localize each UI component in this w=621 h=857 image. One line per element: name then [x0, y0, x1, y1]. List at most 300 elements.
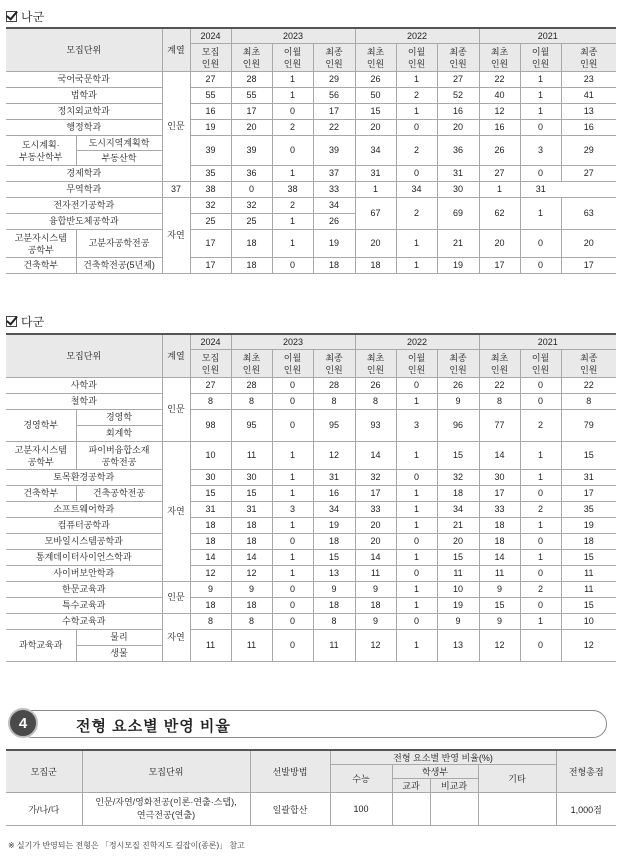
value-cell: 36 [437, 136, 479, 166]
value-cell: 31 [313, 470, 355, 486]
value-cell: 27 [479, 166, 520, 182]
cell-method: 일괄합산 [250, 793, 330, 826]
unit-cell: 소프트웨어학과 [6, 502, 162, 518]
section4-banner [6, 706, 611, 738]
value-cell: 31 [437, 166, 479, 182]
value-cell: 2 [272, 120, 313, 136]
value-cell: 95 [313, 410, 355, 442]
field-cell: 인문 [162, 378, 190, 442]
unit-cell: 경제학과 [6, 166, 162, 182]
value-cell: 18 [190, 598, 231, 614]
value-cell: 0 [520, 598, 561, 614]
value-cell: 67 [355, 198, 396, 230]
value-cell: 15 [355, 104, 396, 120]
table-row [6, 378, 616, 394]
value-cell: 0 [272, 598, 313, 614]
value-cell: 1 [396, 442, 437, 470]
value-cell: 0 [396, 378, 437, 394]
unit-cell: 국어국문학과 [6, 72, 162, 88]
table-row [6, 550, 616, 566]
value-cell: 12 [479, 104, 520, 120]
table-row [6, 566, 616, 582]
value-cell: 20 [355, 230, 396, 258]
value-cell: 11 [437, 566, 479, 582]
value-cell: 13 [313, 566, 355, 582]
value-cell: 2 [520, 410, 561, 442]
value-cell: 32 [231, 198, 272, 214]
value-cell: 11 [231, 630, 272, 662]
value-cell: 1 [396, 598, 437, 614]
value-cell: 3 [272, 502, 313, 518]
value-cell: 1 [396, 72, 437, 88]
value-cell: 0 [272, 258, 313, 274]
value-cell: 0 [396, 166, 437, 182]
value-cell: 20 [561, 230, 616, 258]
value-cell: 17 [190, 258, 231, 274]
value-cell: 19 [561, 518, 616, 534]
value-cell: 35 [561, 502, 616, 518]
value-cell: 32 [355, 470, 396, 486]
value-cell: 38 [190, 182, 231, 198]
value-cell: 0 [520, 566, 561, 582]
value-cell: 21 [437, 518, 479, 534]
header-unit: 모집단위 [82, 750, 250, 793]
value-cell: 12 [561, 630, 616, 662]
value-cell: 0 [520, 486, 561, 502]
value-cell: 37 [313, 166, 355, 182]
field-cell: 자연 [162, 198, 190, 274]
cell-total: 1,000점 [556, 793, 616, 826]
table-row [6, 182, 616, 198]
value-cell: 27 [190, 378, 231, 394]
header-final: 최종 인원 [561, 44, 616, 72]
table-row [6, 598, 616, 614]
unit-group-cell: 건축학부 [6, 486, 76, 502]
unit-cell: 철학과 [6, 394, 162, 410]
value-cell: 17 [355, 486, 396, 502]
value-cell: 11 [355, 566, 396, 582]
value-cell: 11 [479, 566, 520, 582]
table-row [6, 534, 616, 550]
header-carried: 이월 인원 [272, 44, 313, 72]
value-cell: 18 [190, 518, 231, 534]
value-cell: 1 [520, 550, 561, 566]
value-cell: 0 [231, 182, 272, 198]
table-row [6, 120, 616, 136]
value-cell: 12 [313, 442, 355, 470]
value-cell: 0 [272, 104, 313, 120]
value-cell: 9 [231, 582, 272, 598]
unit-cell: 행정학과 [6, 120, 162, 136]
value-cell: 36 [231, 166, 272, 182]
header-unit: 모집단위 [6, 334, 162, 378]
value-cell: 1 [272, 230, 313, 258]
unit-sub-cell: 물리 [76, 630, 162, 646]
section-header-da [6, 313, 44, 329]
value-cell: 8 [231, 394, 272, 410]
unit-group-cell: 경영학부 [6, 410, 76, 442]
value-cell: 1 [272, 442, 313, 470]
value-cell: 21 [437, 230, 479, 258]
table-row [6, 88, 616, 104]
cell-nonsubject [430, 793, 478, 826]
section4-title: 전형 요소별 반영 비율 [76, 718, 231, 735]
value-cell: 15 [561, 550, 616, 566]
header-carried: 이월 인원 [396, 44, 437, 72]
value-cell: 15 [561, 442, 616, 470]
cell-suneung: 100 [330, 793, 392, 826]
value-cell: 27 [190, 72, 231, 88]
value-cell: 2 [396, 88, 437, 104]
unit-sub-cell: 회계학 [76, 426, 162, 442]
value-cell: 30 [190, 470, 231, 486]
unit-cell: 전자전기공학과 [6, 198, 162, 214]
value-cell: 0 [272, 614, 313, 630]
field-cell: 자연 [162, 614, 190, 662]
section-title: 다군 [21, 314, 45, 329]
value-cell: 8 [190, 614, 231, 630]
value-cell: 1 [520, 104, 561, 120]
header-year: 2021 [479, 334, 616, 350]
value-cell: 3 [520, 136, 561, 166]
unit-group-cell: 도시계획· 부동산학부 [6, 136, 76, 166]
value-cell: 0 [396, 120, 437, 136]
value-cell: 17 [561, 258, 616, 274]
value-cell: 26 [355, 378, 396, 394]
value-cell: 20 [437, 534, 479, 550]
value-cell: 12 [355, 630, 396, 662]
value-cell: 28 [231, 378, 272, 394]
value-cell: 62 [479, 198, 520, 230]
value-cell: 14 [479, 442, 520, 470]
value-cell: 9 [479, 582, 520, 598]
value-cell: 39 [231, 136, 272, 166]
section-title: 나군 [21, 9, 45, 24]
unit-cell: 특수교육과 [6, 598, 162, 614]
value-cell: 15 [437, 442, 479, 470]
value-cell: 63 [561, 198, 616, 230]
value-cell: 18 [479, 518, 520, 534]
value-cell: 1 [272, 72, 313, 88]
unit-cell: 수학교육과 [6, 614, 162, 630]
value-cell: 1 [520, 72, 561, 88]
value-cell: 34 [396, 182, 437, 198]
header-carried: 이월 인원 [520, 350, 561, 378]
header-recruit: 모집 인원 [190, 350, 231, 378]
value-cell: 1 [272, 166, 313, 182]
value-cell: 18 [479, 534, 520, 550]
value-cell: 1 [272, 88, 313, 104]
value-cell: 1 [520, 518, 561, 534]
value-cell: 20 [355, 120, 396, 136]
table-ratio [6, 749, 616, 826]
value-cell: 1 [272, 550, 313, 566]
value-cell: 0 [520, 630, 561, 662]
value-cell: 16 [437, 104, 479, 120]
footnote: ※ 실기가 반영되는 전형은 「정시모집 진학지도 길잡이(종론)」 참고 [8, 841, 245, 850]
value-cell: 0 [272, 630, 313, 662]
value-cell: 20 [437, 120, 479, 136]
value-cell: 22 [561, 378, 616, 394]
value-cell: 26 [313, 214, 355, 230]
value-cell: 98 [190, 410, 231, 442]
value-cell: 32 [190, 198, 231, 214]
unit-group-cell: 고분자시스템 공학부 [6, 230, 76, 258]
value-cell: 15 [313, 550, 355, 566]
unit-sub-cell: 파이버융합소재 공학전공 [76, 442, 162, 470]
value-cell: 17 [313, 104, 355, 120]
cell-subject [392, 793, 430, 826]
value-cell: 30 [479, 470, 520, 486]
table-row [6, 486, 616, 502]
value-cell: 0 [272, 534, 313, 550]
unit-cell: 사이버보안학과 [6, 566, 162, 582]
value-cell: 0 [520, 166, 561, 182]
value-cell: 31 [231, 502, 272, 518]
value-cell: 9 [313, 582, 355, 598]
checkbox-icon [6, 316, 17, 327]
value-cell: 55 [231, 88, 272, 104]
value-cell: 18 [231, 258, 272, 274]
value-cell: 8 [313, 394, 355, 410]
field-cell: 자연 [162, 442, 190, 582]
value-cell: 1 [520, 614, 561, 630]
unit-sub-cell: 고분자공학전공 [76, 230, 162, 258]
value-cell: 34 [313, 198, 355, 214]
unit-cell: 법학과 [6, 88, 162, 104]
header-carried: 이월 인원 [272, 350, 313, 378]
value-cell: 2 [396, 136, 437, 166]
value-cell: 0 [272, 378, 313, 394]
value-cell: 79 [561, 410, 616, 442]
table-row [6, 198, 616, 214]
value-cell: 25 [190, 214, 231, 230]
value-cell: 19 [437, 258, 479, 274]
value-cell: 14 [190, 550, 231, 566]
value-cell: 26 [479, 136, 520, 166]
table-row [6, 470, 616, 486]
unit-cell: 무역학과 [6, 182, 162, 198]
value-cell: 1 [272, 566, 313, 582]
header-year: 2023 [231, 334, 355, 350]
value-cell: 30 [437, 182, 479, 198]
header-unit: 모집단위 [6, 28, 162, 72]
value-cell: 25 [231, 214, 272, 230]
value-cell: 17 [561, 486, 616, 502]
header-carried: 이월 인원 [520, 44, 561, 72]
value-cell: 95 [231, 410, 272, 442]
table-row [6, 630, 616, 646]
value-cell: 0 [520, 394, 561, 410]
value-cell: 0 [520, 534, 561, 550]
header-final: 최종 인원 [437, 44, 479, 72]
value-cell: 0 [272, 136, 313, 166]
value-cell: 1 [272, 518, 313, 534]
unit-group-cell: 건축학부 [6, 258, 76, 274]
value-cell: 0 [520, 258, 561, 274]
value-cell: 9 [190, 582, 231, 598]
value-cell: 31 [561, 470, 616, 486]
header-field: 계열 [162, 334, 190, 378]
value-cell: 20 [479, 230, 520, 258]
value-cell: 1 [396, 230, 437, 258]
header-method: 선발방법 [250, 750, 330, 793]
value-cell: 18 [231, 518, 272, 534]
header-carried: 이월 인원 [396, 350, 437, 378]
value-cell: 10 [437, 582, 479, 598]
header-nonsubject: 비교과 [430, 779, 478, 793]
value-cell: 20 [355, 534, 396, 550]
header-recruit: 모집 인원 [190, 44, 231, 72]
table-row [6, 410, 616, 426]
value-cell: 18 [313, 258, 355, 274]
header-field: 계열 [162, 28, 190, 72]
value-cell: 52 [437, 88, 479, 104]
unit-group-cell: 고분자시스템 공학부 [6, 442, 76, 470]
header-year: 2024 [190, 334, 231, 350]
header-final: 최종 인원 [561, 350, 616, 378]
table-row [6, 518, 616, 534]
table-da [6, 333, 616, 662]
value-cell: 23 [561, 72, 616, 88]
value-cell: 9 [355, 614, 396, 630]
value-cell: 14 [355, 442, 396, 470]
value-cell: 10 [190, 442, 231, 470]
value-cell: 14 [479, 550, 520, 566]
value-cell: 15 [190, 486, 231, 502]
value-cell: 33 [479, 502, 520, 518]
value-cell: 19 [313, 230, 355, 258]
value-cell: 28 [313, 378, 355, 394]
value-cell: 18 [437, 486, 479, 502]
header-ratio: 전형 요소별 반영 비율(%) [330, 750, 556, 765]
value-cell: 32 [437, 470, 479, 486]
unit-sub-cell: 생물 [76, 646, 162, 662]
value-cell: 1 [396, 486, 437, 502]
value-cell: 1 [396, 518, 437, 534]
unit-cell: 모바일시스템공학과 [6, 534, 162, 550]
header-year: 2022 [355, 28, 479, 44]
value-cell: 50 [355, 88, 396, 104]
value-cell: 11 [313, 630, 355, 662]
value-cell: 1 [520, 442, 561, 470]
table-row [6, 582, 616, 598]
value-cell: 17 [190, 230, 231, 258]
cell-unit: 인문/자연/영화전공(이론·연출·스탭), 연극전공(연출) [82, 793, 250, 826]
value-cell: 96 [437, 410, 479, 442]
table-row [6, 502, 616, 518]
value-cell: 33 [355, 502, 396, 518]
value-cell: 19 [190, 120, 231, 136]
header-year: 2021 [479, 28, 616, 44]
table-row [6, 104, 616, 120]
unit-group-cell: 과학교육과 [6, 630, 76, 662]
value-cell: 15 [231, 486, 272, 502]
value-cell: 93 [355, 410, 396, 442]
header-initial: 최초 인원 [479, 350, 520, 378]
cell-etc [478, 793, 556, 826]
value-cell: 17 [479, 486, 520, 502]
header-year: 2023 [231, 28, 355, 44]
value-cell: 1 [479, 182, 520, 198]
table-row [6, 614, 616, 630]
value-cell: 37 [162, 182, 190, 198]
value-cell: 20 [231, 120, 272, 136]
value-cell: 0 [520, 230, 561, 258]
header-group: 모집군 [6, 750, 82, 793]
unit-cell: 융합반도체공학과 [6, 214, 162, 230]
value-cell: 40 [479, 88, 520, 104]
value-cell: 0 [520, 378, 561, 394]
value-cell: 1 [396, 258, 437, 274]
value-cell: 15 [437, 550, 479, 566]
field-cell: 인문 [162, 582, 190, 614]
value-cell: 18 [355, 598, 396, 614]
value-cell: 33 [313, 182, 355, 198]
value-cell: 1 [396, 394, 437, 410]
unit-sub-cell: 도시지역계획학 [76, 136, 162, 151]
header-etc: 기타 [478, 765, 556, 793]
value-cell: 13 [437, 630, 479, 662]
value-cell: 16 [479, 120, 520, 136]
header-total: 전형총점 [556, 750, 616, 793]
value-cell: 18 [561, 534, 616, 550]
value-cell: 31 [520, 182, 561, 198]
value-cell: 18 [231, 230, 272, 258]
header-suneung: 수능 [330, 765, 392, 793]
value-cell: 9 [479, 614, 520, 630]
value-cell: 22 [313, 120, 355, 136]
unit-cell: 사학과 [6, 378, 162, 394]
value-cell: 1 [520, 470, 561, 486]
value-cell: 18 [190, 534, 231, 550]
value-cell: 38 [272, 182, 313, 198]
value-cell: 11 [190, 630, 231, 662]
value-cell: 2 [396, 198, 437, 230]
section-header-na [6, 8, 44, 24]
unit-sub-cell: 건축학전공(5년제) [76, 258, 162, 274]
table-row [6, 258, 616, 274]
value-cell: 1 [396, 502, 437, 518]
value-cell: 28 [231, 72, 272, 88]
unit-cell: 한문교육과 [6, 582, 162, 598]
value-cell: 2 [520, 582, 561, 598]
value-cell: 1 [272, 214, 313, 230]
value-cell: 0 [272, 582, 313, 598]
value-cell: 39 [313, 136, 355, 166]
value-cell: 19 [437, 598, 479, 614]
value-cell: 8 [479, 394, 520, 410]
header-initial: 최초 인원 [355, 44, 396, 72]
value-cell: 27 [561, 166, 616, 182]
value-cell: 2 [272, 198, 313, 214]
unit-sub-cell: 건축공학전공 [76, 486, 162, 502]
value-cell: 18 [355, 258, 396, 274]
value-cell: 17 [231, 104, 272, 120]
value-cell: 39 [190, 136, 231, 166]
header-year: 2024 [190, 28, 231, 44]
value-cell: 55 [190, 88, 231, 104]
value-cell: 14 [231, 550, 272, 566]
value-cell: 0 [396, 566, 437, 582]
value-cell: 1 [272, 486, 313, 502]
value-cell: 8 [355, 394, 396, 410]
value-cell: 0 [396, 534, 437, 550]
table-row [6, 72, 616, 88]
value-cell: 69 [437, 198, 479, 230]
value-cell: 34 [355, 136, 396, 166]
value-cell: 0 [272, 410, 313, 442]
